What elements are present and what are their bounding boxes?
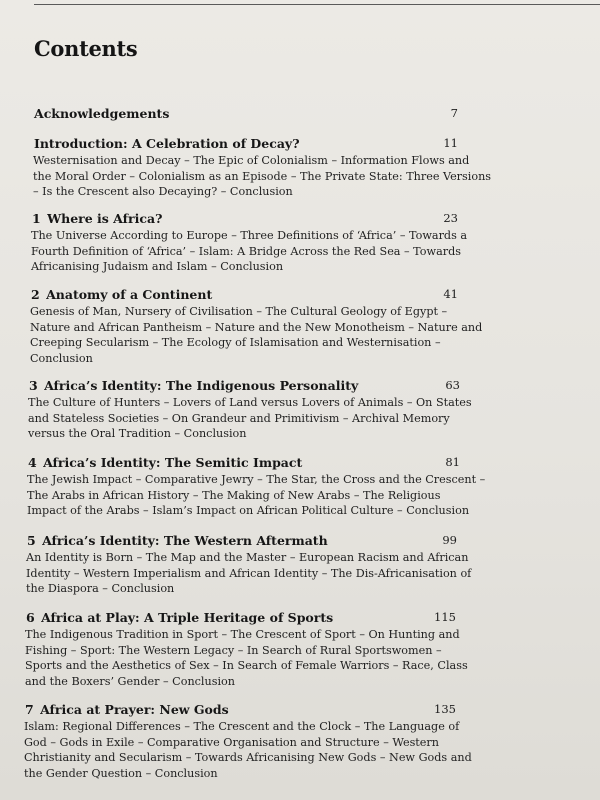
entry-title: 6 Africa at Play: A Triple Heritage of Sports xyxy=(26,610,334,625)
entry-description: Westernisation and Decay – The Epic of Colonialism – Information Flows and the Moral Order – Colonialism as an Episode – The Private State: Three Versions – Is the Crescent also Decaying? – Conclusion xyxy=(33,154,492,199)
entry-title: 4 Africa’s Identity: The Semitic Impact xyxy=(28,455,303,470)
toc-entry-chapter-1 xyxy=(0,210,600,275)
entry-page-number: 81 xyxy=(445,455,460,469)
entry-title: Introduction: A Celebration of Decay? xyxy=(34,136,300,151)
entry-page-number: 135 xyxy=(434,702,456,716)
chapter-number: 4 xyxy=(28,455,37,470)
entry-page-number: 11 xyxy=(443,136,458,150)
toc-entry-chapter-2 xyxy=(0,286,600,366)
entry-description: The Universe According to Europe – Three Definitions of ‘Africa’ – Towards a Fourth Definition of ‘Africa’ – Islam: A Bridge Across the Red Sea – Towards Africanising Judaism and Islam – Conclusion xyxy=(31,229,468,274)
entry-title: Acknowledgements xyxy=(34,106,170,121)
toc-entry-acknowledgements xyxy=(0,105,600,122)
entry-title: 1 Where is Africa? xyxy=(32,211,163,226)
toc-entry-chapter-5 xyxy=(0,532,600,597)
entry-page-number: 23 xyxy=(443,211,458,225)
entry-title: 7 Africa at Prayer: New Gods xyxy=(25,702,229,717)
chapter-number: 7 xyxy=(25,702,34,717)
entry-description: Genesis of Man, Nursery of Civilisation – The Cultural Geology of Egypt – Nature and African Pantheism – Nature and the New Monotheism – Nature and Creeping Secularism – The Ecology of Islamisation and Westernisation – Conclusion xyxy=(30,305,483,365)
entry-title: 3 Africa’s Identity: The Indigenous Personality xyxy=(29,378,359,393)
chapter-number: 6 xyxy=(26,610,35,625)
entry-description: The Indigenous Tradition in Sport – The Crescent of Sport – On Hunting and Fishing – Sport: The Western Legacy – In Search of Rural Sportswomen – Sports and the Aesthetics of Sex – In Search of Female Warriors – Race, Class and the Boxers’ Gender – Conclusion xyxy=(25,628,468,688)
toc-entry-chapter-6 xyxy=(0,609,600,689)
entry-page-number: 99 xyxy=(442,533,457,547)
entry-description: An Identity is Born – The Map and the Master – European Racism and African Identity – Western Imperialism and African Identity – The Dis-Africanisation of the Diaspora – Conclusion xyxy=(26,551,472,596)
header-rule xyxy=(34,4,600,5)
toc-entry-chapter-7 xyxy=(0,701,600,781)
entry-page-number: 63 xyxy=(445,378,460,392)
entry-title: 5 Africa’s Identity: The Western Aftermath xyxy=(27,533,328,548)
entry-page-number: 41 xyxy=(443,287,458,301)
toc-entry-chapter-3 xyxy=(0,377,600,442)
page-title: Contents xyxy=(34,36,138,61)
chapter-number: 2 xyxy=(31,287,40,302)
chapter-number: 5 xyxy=(27,533,36,548)
entry-title: 2 Anatomy of a Continent xyxy=(31,287,213,302)
chapter-number: 1 xyxy=(32,211,41,226)
entry-page-number: 7 xyxy=(450,106,458,120)
chapter-number: 3 xyxy=(29,378,38,393)
entry-page-number: 115 xyxy=(434,610,456,624)
entry-description: The Jewish Impact – Comparative Jewry – The Star, the Cross and the Crescent – The Arabs in African History – The Making of New Arabs – The Religious Impact of the Arabs – Islam’s Impact on African Political Culture – Conclusion xyxy=(27,473,486,518)
toc-entry-introduction xyxy=(0,135,600,200)
entry-description: The Culture of Hunters – Lovers of Land versus Lovers of Animals – On States and Stateless Societies – On Grandeur and Primitivism – Archival Memory versus the Oral Tradition – Conclusion xyxy=(28,396,472,441)
toc-entry-chapter-4 xyxy=(0,454,600,519)
entry-description: Islam: Regional Differences – The Crescent and the Clock – The Language of God – Gods in Exile – Comparative Organisation and Structure – Western Christianity and Secularism – Towards Africanising New Gods – New Gods and the Gender Question – Conclusion xyxy=(24,720,472,780)
